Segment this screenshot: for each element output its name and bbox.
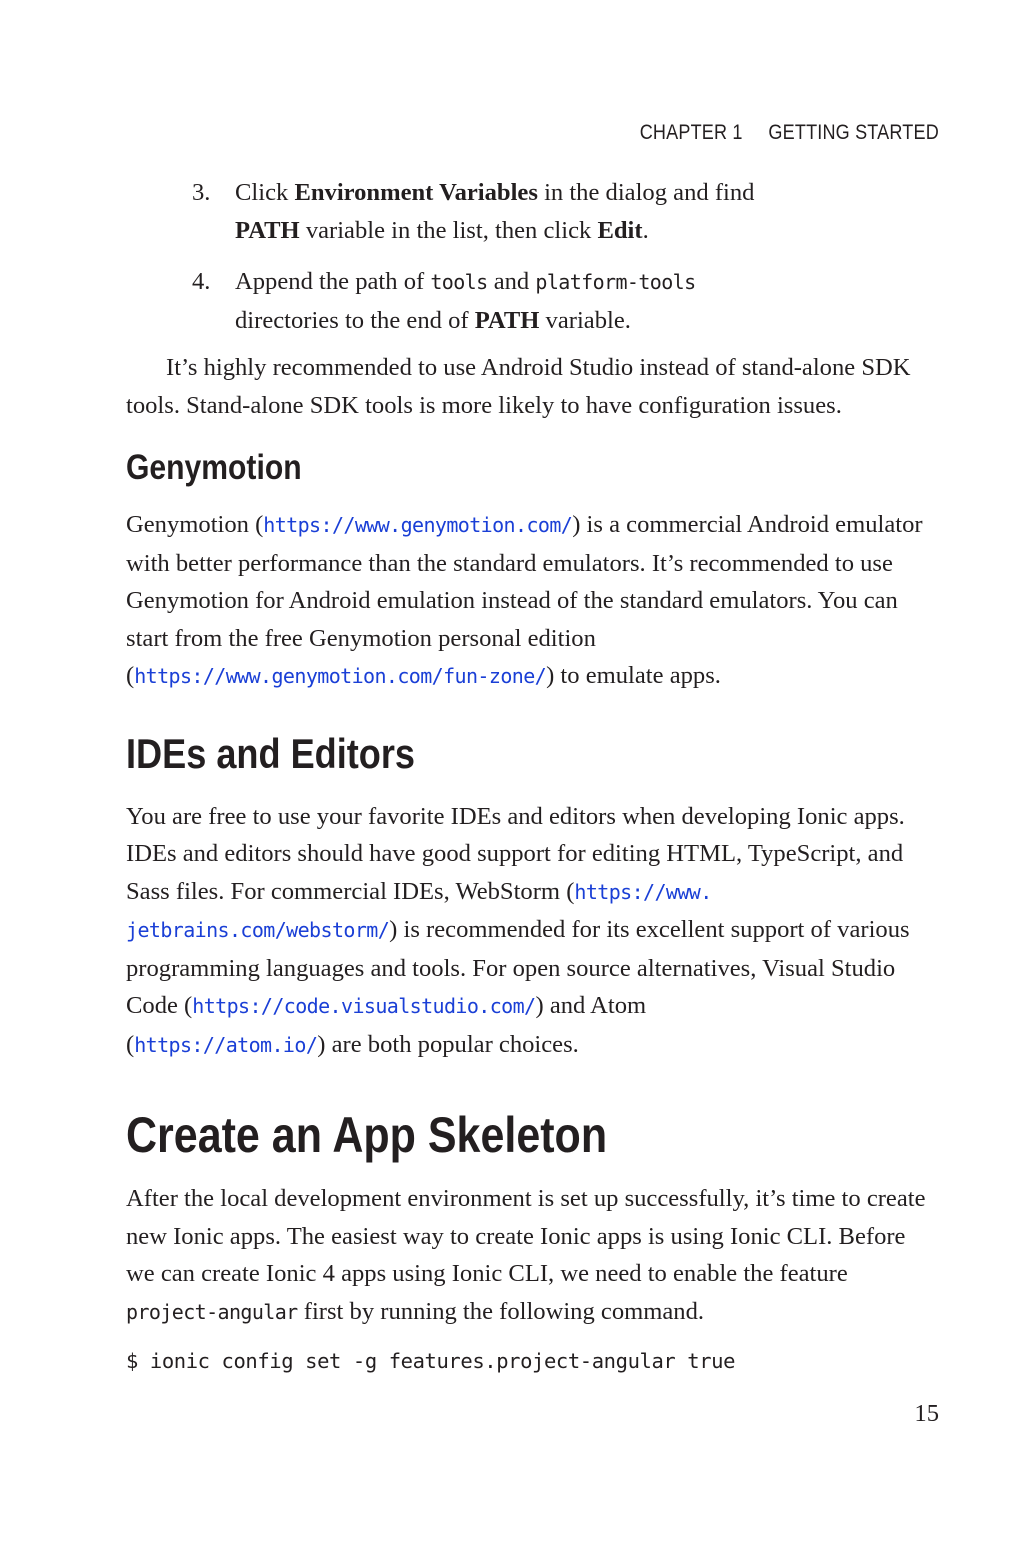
body-text: After the local development environment is set up successfully, it’s time to create new Ionic apps. The easiest way to create Ionic apps is using Ionic CLI. Before we can create Ionic 4 apps using Ionic CLI, we need to enable the feature [126, 1185, 926, 1287]
body-text: ) is recommended for its excellent support of various programming languages and tools. For open source alternatives, Visual Studio Code ( [126, 916, 910, 1019]
inline-code: platform-tools [535, 270, 696, 294]
heading-genymotion: Genymotion [126, 448, 302, 487]
step-text: Click [235, 179, 295, 206]
step-bold: Edit [597, 216, 643, 244]
body-text: ) to emulate apps. [546, 662, 721, 689]
vscode-link[interactable]: https://code.visualstudio.com/ [192, 994, 536, 1018]
step-text: variable in the list, then click [299, 216, 598, 244]
step-text: Append the path of [235, 268, 431, 295]
note-paragraph: It’s highly recommended to use Android Studio instead of stand-alone SDK tools. Stand-alone SDK tools is more likely to have configuration issues. [126, 354, 911, 419]
body-text: ) are both popular choices. [317, 1030, 579, 1058]
list-item [126, 263, 938, 339]
ides-paragraph [126, 798, 938, 1065]
heading-create-app-skeleton: Create an App Skeleton [126, 1107, 608, 1163]
inline-code: project-angular [126, 1299, 298, 1324]
step-text: directories to the end of [235, 306, 475, 334]
step-text: and [487, 268, 536, 295]
step-bold: PATH [474, 306, 540, 334]
body-text: You are free to use your favorite IDEs and editors when developing Ionic apps. IDEs and editors should have good support for editing HTML, TypeScript, and Sass files. For commercial IDEs, WebStorm ( [126, 802, 905, 905]
header-chapter: CHAPTER 1 [639, 121, 743, 144]
page-number: 15 [914, 1400, 939, 1427]
step-number: 3. [192, 179, 211, 206]
webstorm-link[interactable]: jetbrains.com/webstorm/ [126, 918, 390, 942]
genymotion-link[interactable]: https://www.genymotion.com/ [263, 513, 573, 537]
body-text: ( [126, 1030, 135, 1058]
command-line: $ ionic config set -g features.project-angular true [126, 1349, 736, 1373]
header-title: GETTING STARTED [768, 121, 939, 144]
running-header [640, 121, 939, 145]
step-bold: Environment Variables [294, 179, 538, 206]
page-content [126, 174, 938, 1380]
inline-code: tools [430, 270, 488, 294]
body-text: first by running the following command. [297, 1297, 705, 1325]
step-text: . [642, 216, 649, 244]
step-text: in the dialog and find [537, 179, 755, 206]
step-number: 4. [192, 268, 211, 295]
genymotion-paragraph [126, 506, 938, 696]
atom-link[interactable]: https://atom.io/ [134, 1032, 318, 1057]
heading-ides-editors: IDEs and Editors [126, 729, 416, 777]
body-text: Genymotion ( [126, 511, 264, 538]
step-text: variable. [539, 306, 631, 334]
step-bold: PATH [235, 216, 300, 244]
step-list [126, 174, 938, 339]
webstorm-link[interactable]: https://www. [574, 879, 712, 904]
list-item [126, 174, 938, 249]
body-text: ) is a commercial Android emulator with better performance than the standard emulators. It’s recommended to use Genymotion for Android emulation instead of the standard emulators. You can start from the free Genymotion personal edition ( [126, 511, 923, 689]
body-text: ) and Atom [535, 992, 647, 1019]
skeleton-paragraph [126, 1180, 938, 1331]
genymotion-personal-link[interactable]: https://www.genymotion.com/fun-zone/ [134, 664, 547, 688]
